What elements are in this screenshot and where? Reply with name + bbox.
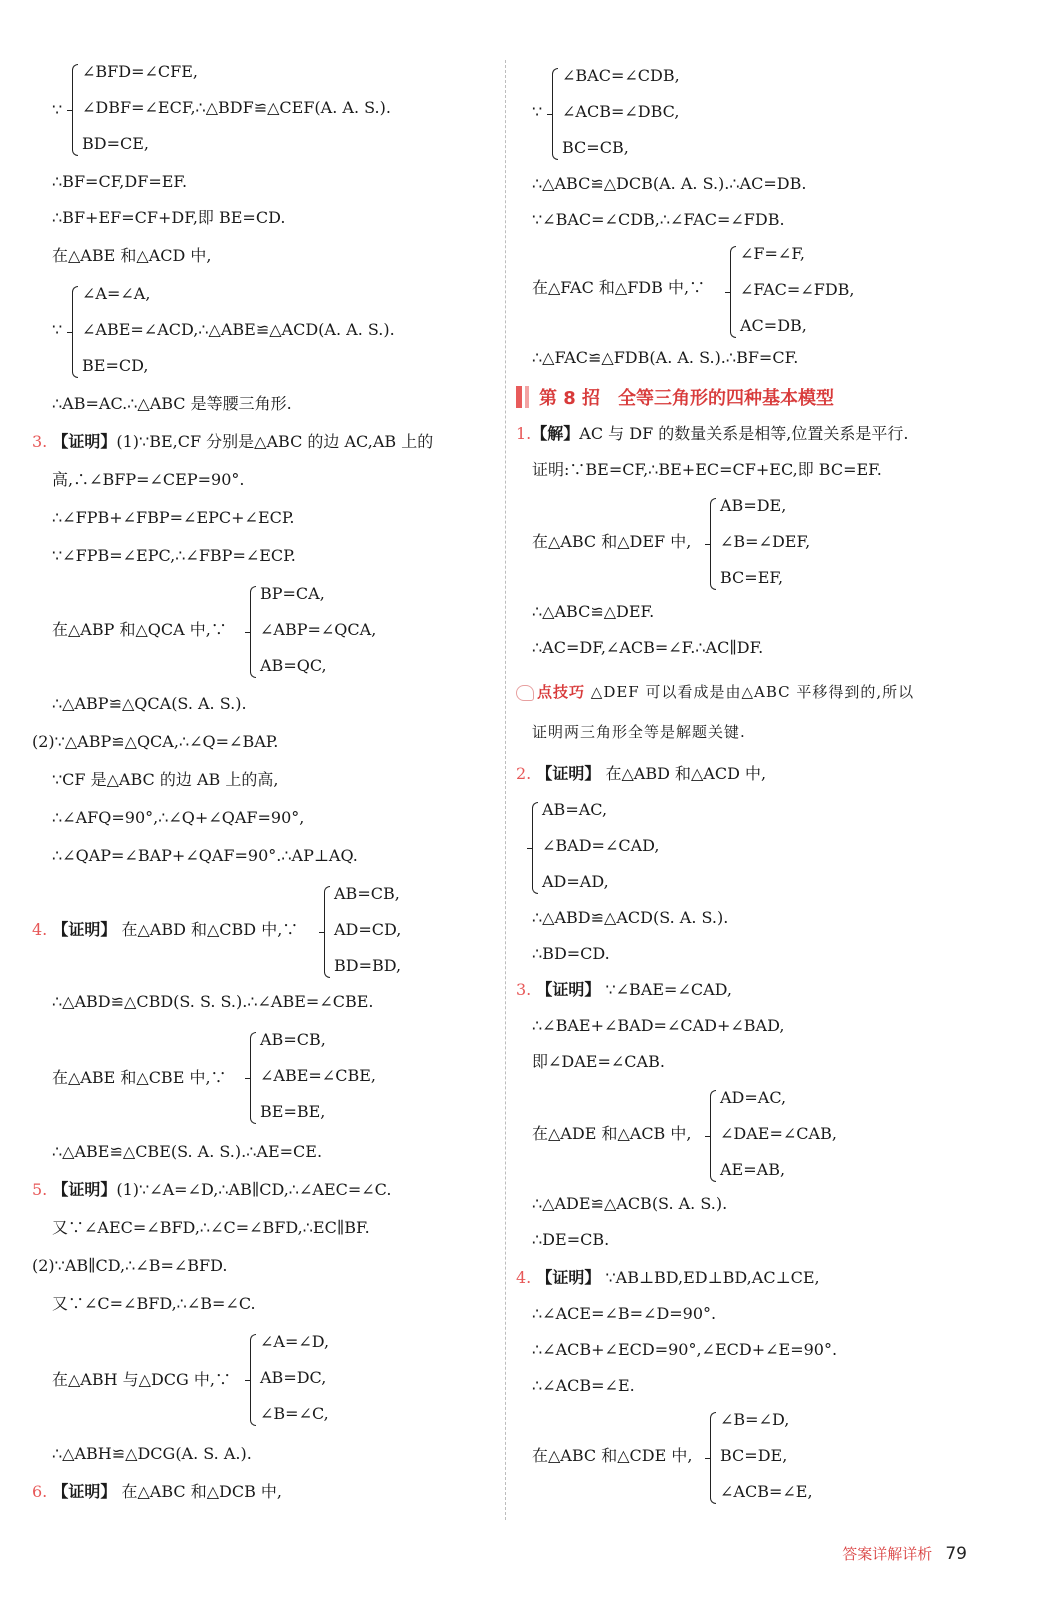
brace-icon [710,1412,716,1504]
brace-icon [710,498,716,590]
page-footer [842,1543,967,1564]
problem-3-header: 3. 【证明】 ∵∠BAE=∠CAD, [516,980,732,999]
proof-line: ∵∠FPB=∠EPC,∴∠FBP=∠ECP. [52,546,296,565]
proof-line: 在△ABE 和△CBE 中,∵ [52,1068,227,1087]
brace-icon [250,1032,256,1124]
proof-line: 在△ADE 和△ACB 中, [532,1124,692,1143]
proof-line: ∴△ABD≌△ACD(S. A. S.). [532,908,729,927]
problem-4-header: 4. 【证明】 ∵AB⊥BD,ED⊥BD,AC⊥CE, [516,1268,820,1287]
problem-2-header: 2. 【证明】 在△ABD 和△ACD 中, [516,764,767,783]
proof-line: ∴∠FPB+∠FBP=∠EPC+∠ECP. [52,508,295,527]
proof-line: 在△ABH 与△DCG 中,∵ [52,1370,231,1389]
proof-line: ∴AB=AC.∴△ABC 是等腰三角形. [52,394,292,413]
proof-line: ∴DE=CB. [532,1230,610,1249]
proof-line: ∴△ABP≌△QCA(S. A. S.). [52,694,247,713]
brace-icon [324,886,330,978]
proof-line: 在△ABP 和△QCA 中,∵ [52,620,227,639]
problem-6-header: 6. 【证明】 在△ABC 和△DCB 中, [32,1482,283,1501]
proof-line: (2)∵AB∥CD,∴∠B=∠BFD. [32,1256,228,1275]
proof-line: ∴BF=CF,DF=EF. [52,172,188,191]
brace-icon [730,246,736,338]
proof-line: ∴△ABE≌△CBE(S. A. S.).∴AE=CE. [52,1142,323,1161]
page-number: 79 [945,1544,967,1564]
proof-line: 即∠DAE=∠CAB. [532,1052,665,1071]
because-symbol: ∵ [532,102,543,121]
tip-line: 证明两三角形全等是解题关键. [532,723,746,741]
proof-line: 又∵∠AEC=∠BFD,∴∠C=∠BFD,∴EC∥BF. [52,1218,370,1237]
proof-line: ∵CF 是△ABC 的边 AB 上的高, [52,770,279,789]
proof-line: 在△ABC 和△DEF 中, [532,532,692,551]
brace-icon [710,1090,716,1182]
lightbulb-icon [516,685,534,701]
proof-line: ∵∠BAC=∠CDB,∴∠FAC=∠FDB. [532,210,785,229]
proof-line: 在△FAC 和△FDB 中,∵ [532,278,706,297]
heading-bar-icon [516,386,522,408]
problem-4-header: 4. 【证明】 在△ABD 和△CBD 中,∵ [32,920,299,939]
proof-line: ∴△ABC≌△DCB(A. A. S.).∴AC=DB. [532,174,807,193]
proof-line: ∴△ABC≌△DEF. [532,602,655,621]
proof-line: (2)∵△ABP≌△QCA,∴∠Q=∠BAP. [32,732,279,751]
brace-icon [250,586,256,678]
because-symbol: ∵ [52,320,63,339]
problem-5-header: 5. 【证明】(1)∵∠A=∠D,∴AB∥CD,∴∠AEC=∠C. [32,1180,392,1199]
proof-line: 高,∴∠BFP=∠CEP=90°. [52,470,245,489]
proof-line: 在△ABC 和△CDE 中, [532,1446,693,1465]
brace-icon [72,64,78,156]
proof-line: ∴∠ACB=∠E. [532,1376,635,1395]
proof-line: ∴△ABH≌△DCG(A. S. A.). [52,1444,252,1463]
proof-line: ∴∠BAE+∠BAD=∠CAD+∠BAD, [532,1016,785,1035]
proof-line: ∴BF+EF=CF+DF,即 BE=CD. [52,208,286,227]
because-symbol: ∵ [52,100,63,119]
proof-line: ∴△ABD≌△CBD(S. S. S.).∴∠ABE=∠CBE. [52,992,374,1011]
proof-line: ∴AC=DF,∠ACB=∠F.∴AC∥DF. [532,638,764,657]
proof-line: ∴∠AFQ=90°,∴∠Q+∠QAF=90°, [52,808,305,827]
proof-line: ∴∠ACB+∠ECD=90°,∠ECD+∠E=90°. [532,1340,838,1359]
proof-line: ∴△ADE≌△ACB(S. A. S.). [532,1194,728,1213]
proof-line: ∴∠QAP=∠BAP+∠QAF=90°.∴AP⊥AQ. [52,846,358,865]
problem-1-header: 1.【解】AC 与 DF 的数量关系是相等,位置关系是平行. [516,424,909,443]
proof-line: 在△ABE 和△ACD 中, [52,246,212,265]
proof-line: ∴△FAC≌△FDB(A. A. S.).∴BF=CF. [532,348,799,367]
brace-icon [250,1334,256,1426]
brace-icon [552,68,558,160]
problem-3-header: 3. 【证明】(1)∵BE,CF 分别是△ABC 的边 AC,AB 上的 [32,432,434,451]
section-heading: 第 8 招 全等三角形的四种基本模型 [516,384,834,410]
proof-line: 证明:∵BE=CF,∴BE+EC=CF+EC,即 BC=EF. [532,460,882,479]
column-divider [505,60,506,1520]
proof-line: 又∵∠C=∠BFD,∴∠B=∠C. [52,1294,256,1313]
footer-label: 答案详解详析 [842,1545,933,1563]
proof-line: ∴∠ACE=∠B=∠D=90°. [532,1304,717,1323]
tip-line: 点技巧 △DEF 可以看成是由△ABC 平移得到的,所以 [516,682,914,702]
heading-bar-icon [525,386,529,408]
brace-icon [72,286,78,378]
brace-icon [532,802,538,894]
proof-line: ∴BD=CD. [532,944,610,963]
